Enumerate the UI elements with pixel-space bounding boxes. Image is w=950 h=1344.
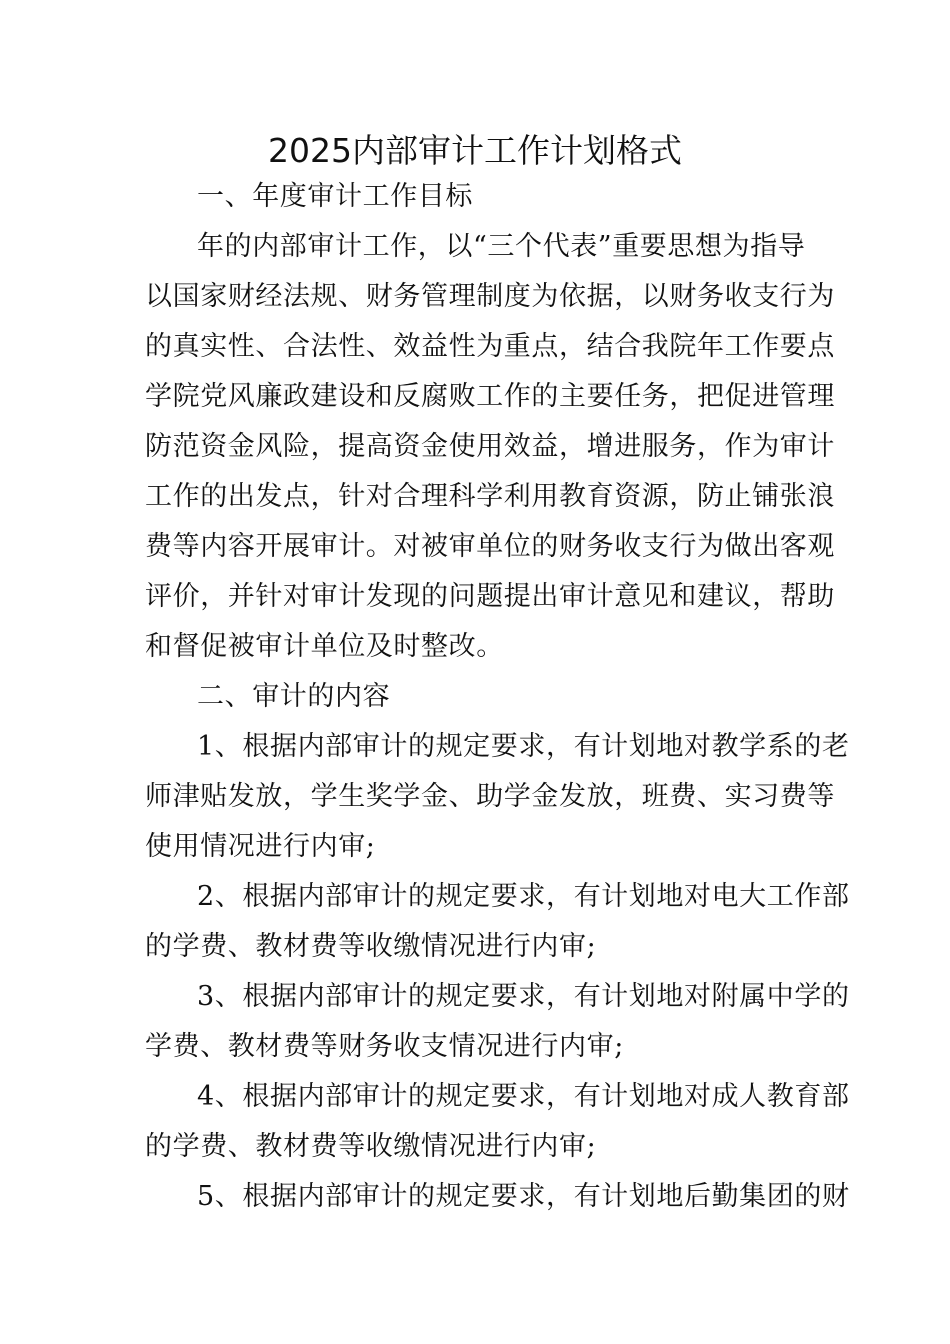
document-title: 2025内部审计工作计划格式 [268, 131, 682, 170]
list-item-line: 5、根据内部审计的规定要求，有计划地后勤集团的财 [197, 1181, 850, 1212]
paragraph-line: 评价，并针对审计发现的问题提出审计意见和建议，帮助 [145, 581, 835, 612]
list-item-line: 1、根据内部审计的规定要求，有计划地对教学系的老 [197, 731, 850, 762]
section-heading-1: 一、年度审计工作目标 [197, 181, 473, 212]
paragraph-line: 工作的出发点，针对合理科学利用教育资源，防止铺张浪 [145, 481, 835, 512]
section-1 [145, 172, 850, 1222]
paragraph-line: 的真实性、合法性、效益性为重点，结合我院年工作要点 [145, 331, 835, 362]
list-item-line: 3、根据内部审计的规定要求，有计划地对附属中学的 [197, 981, 850, 1012]
list-item-line: 师津贴发放，学生奖学金、助学金发放，班费、实习费等 [145, 781, 835, 812]
list-item-line: 的学费、教材费等收缴情况进行内审; [145, 931, 597, 962]
list-item-line: 的学费、教材费等收缴情况进行内审; [145, 1131, 597, 1162]
list-item-line: 学费、教材费等财务收支情况进行内审; [145, 1031, 624, 1062]
list-item-line: 使用情况进行内审; [145, 831, 376, 862]
list-item-line: 2、根据内部审计的规定要求，有计划地对电大工作部 [197, 881, 850, 912]
paragraph-line: 防范资金风险，提高资金使用效益，增进服务，作为审计 [145, 431, 835, 462]
paragraph-line: 年的内部审计工作，以“三个代表”重要思想为指导 [197, 231, 806, 262]
paragraph-line: 学院党风廉政建设和反腐败工作的主要任务，把促进管理 [145, 381, 835, 412]
paragraph-line: 费等内容开展审计。对被审单位的财务收支行为做出客观 [145, 531, 835, 562]
list-item-line: 4、根据内部审计的规定要求，有计划地对成人教育部 [197, 1081, 850, 1112]
paragraph-line: 和督促被审计单位及时整改。 [145, 631, 504, 662]
section-heading-2: 二、审计的内容 [197, 681, 391, 712]
paragraph-line: 以国家财经法规、财务管理制度为依据，以财务收支行为 [145, 281, 835, 312]
